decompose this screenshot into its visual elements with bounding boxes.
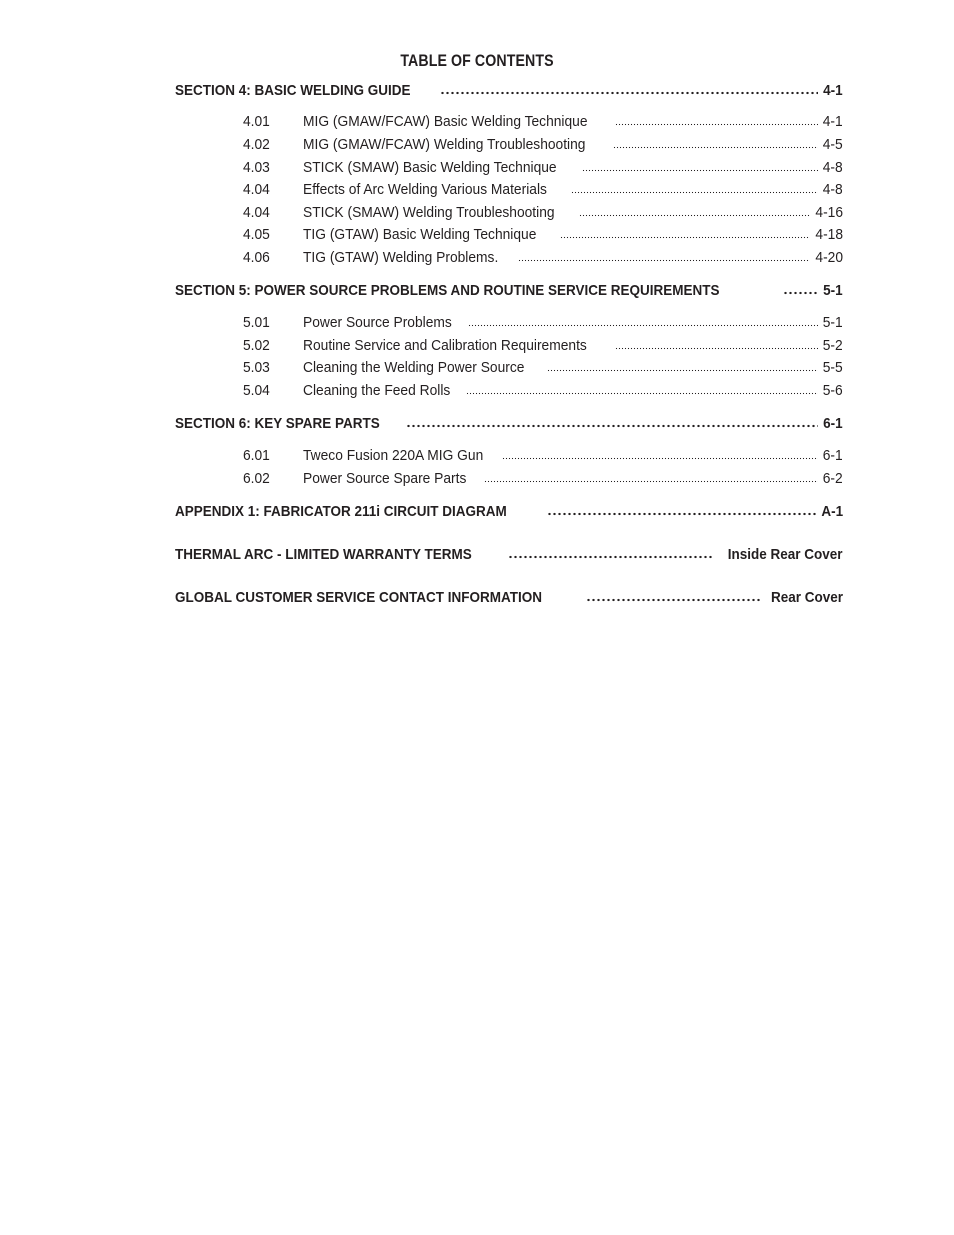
toc-page-number: 4-8	[823, 181, 843, 198]
toc-page-number: 4-1	[823, 82, 843, 99]
dot-leader	[615, 347, 819, 350]
dot-leader	[484, 480, 819, 483]
dot-leader	[783, 291, 818, 295]
toc-section-4[interactable]	[175, 82, 843, 102]
toc-entry-label: STICK (SMAW) Welding Troubleshooting	[303, 204, 555, 221]
toc-entry-label: MIG (GMAW/FCAW) Basic Welding Technique	[303, 113, 588, 130]
dot-leader	[579, 214, 810, 217]
toc-section-6[interactable]	[175, 415, 843, 435]
toc-entry-5-04[interactable]	[243, 382, 843, 402]
dot-leader	[582, 169, 819, 172]
toc-entry-4-02[interactable]	[243, 136, 843, 156]
toc-entry-label: Power Source Spare Parts	[303, 470, 467, 487]
dot-leader	[518, 259, 810, 262]
toc-entry-label: MIG (GMAW/FCAW) Welding Troubleshooting	[303, 136, 586, 153]
dot-leader	[406, 424, 819, 428]
toc-section-5[interactable]	[175, 282, 843, 302]
dot-leader	[547, 369, 819, 372]
dot-leader	[440, 91, 819, 95]
toc-entry-label: TIG (GTAW) Welding Problems.	[303, 249, 499, 266]
dot-leader	[466, 392, 818, 395]
dot-leader	[571, 191, 818, 194]
toc-entry-label: Cleaning the Welding Power Source	[303, 359, 525, 376]
toc-section-label: THERMAL ARC - LIMITED WARRANTY TERMS	[175, 546, 472, 563]
toc-entry-4-06[interactable]	[243, 249, 843, 269]
toc-entry-number: 4.04	[243, 204, 270, 221]
toc-page-number: 4-1	[823, 113, 843, 130]
toc-entry-5-02[interactable]	[243, 337, 843, 357]
toc-entry-5-01[interactable]	[243, 314, 843, 334]
toc-section-label: SECTION 6: KEY SPARE PARTS	[175, 415, 380, 432]
toc-page-number: 4-16	[815, 204, 843, 221]
toc-entry-number: 4.04	[243, 181, 270, 198]
toc-page-number: 6-1	[823, 447, 843, 464]
toc-entry-number: 5.04	[243, 382, 270, 399]
toc-page-number: 5-1	[823, 314, 843, 331]
toc-page-number: 5-5	[823, 359, 843, 376]
toc-page-number: 4-18	[815, 226, 843, 243]
toc-entry-number: 5.02	[243, 337, 270, 354]
toc-entry-number: 4.05	[243, 226, 270, 243]
toc-section-label: GLOBAL CUSTOMER SERVICE CONTACT INFORMATION	[175, 589, 543, 606]
toc-entry-number: 4.03	[243, 159, 270, 176]
toc-entry-number: 5.01	[243, 314, 270, 331]
toc-page-number: 6-2	[823, 470, 843, 487]
toc-entry-number: 6.02	[243, 470, 270, 487]
dot-leader	[502, 457, 818, 460]
toc-entry-label: Power Source Problems	[303, 314, 452, 331]
toc-warranty[interactable]	[175, 546, 843, 566]
toc-entry-label: TIG (GTAW) Basic Welding Technique	[303, 226, 537, 243]
toc-entry-number: 5.03	[243, 359, 270, 376]
dot-leader	[613, 146, 818, 149]
toc-entry-4-03[interactable]	[243, 159, 843, 179]
toc-contact[interactable]	[175, 589, 843, 609]
dot-leader	[468, 324, 819, 327]
toc-section-label: APPENDIX 1: FABRICATOR 211i CIRCUIT DIAGRAM	[175, 503, 507, 520]
toc-entry-6-02[interactable]	[243, 470, 843, 490]
toc-entry-number: 4.02	[243, 136, 270, 153]
dot-leader	[547, 512, 816, 516]
toc-appendix-1[interactable]	[175, 503, 843, 523]
toc-page-number: 6-1	[823, 415, 843, 432]
toc-entry-5-03[interactable]	[243, 359, 843, 379]
toc-entry-number: 4.01	[243, 113, 270, 130]
toc-entry-label: Routine Service and Calibration Requirements	[303, 337, 587, 354]
toc-page-number: Rear Cover	[770, 589, 843, 606]
toc-section-label: SECTION 5: POWER SOURCE PROBLEMS AND ROUTINE SERVICE REQUIREMENTS	[175, 282, 720, 299]
toc-entry-number: 6.01	[243, 447, 270, 464]
toc-page-number: 4-20	[815, 249, 843, 266]
toc-page-number: Inside Rear Cover	[728, 546, 843, 563]
dot-leader	[560, 236, 810, 239]
toc-page-number: 5-1	[823, 282, 843, 299]
toc-entry-4-04b[interactable]	[243, 204, 843, 224]
dot-leader	[615, 123, 818, 126]
toc-page-number: 5-2	[823, 337, 843, 354]
toc-entry-label: STICK (SMAW) Basic Welding Technique	[303, 159, 557, 176]
toc-page-number: 4-5	[823, 136, 843, 153]
toc-entry-4-04[interactable]	[243, 181, 843, 201]
dot-leader	[508, 555, 713, 559]
toc-title: TABLE OF CONTENTS	[400, 52, 554, 70]
toc-entry-4-05[interactable]	[243, 226, 843, 246]
toc-section-label: SECTION 4: BASIC WELDING GUIDE	[175, 82, 411, 99]
toc-entry-number: 4.06	[243, 249, 270, 266]
dot-leader	[586, 598, 760, 602]
toc-entry-label: Tweco Fusion 220A MIG Gun	[303, 447, 484, 464]
toc-entry-label: Effects of Arc Welding Various Materials	[303, 181, 547, 198]
toc-entry-4-01[interactable]	[243, 113, 843, 133]
toc-entry-label: Cleaning the Feed Rolls	[303, 382, 451, 399]
toc-page-number: 4-8	[823, 159, 843, 176]
toc-page-number: A-1	[821, 503, 843, 520]
toc-page-number: 5-6	[823, 382, 843, 399]
toc-entry-6-01[interactable]	[243, 447, 843, 467]
